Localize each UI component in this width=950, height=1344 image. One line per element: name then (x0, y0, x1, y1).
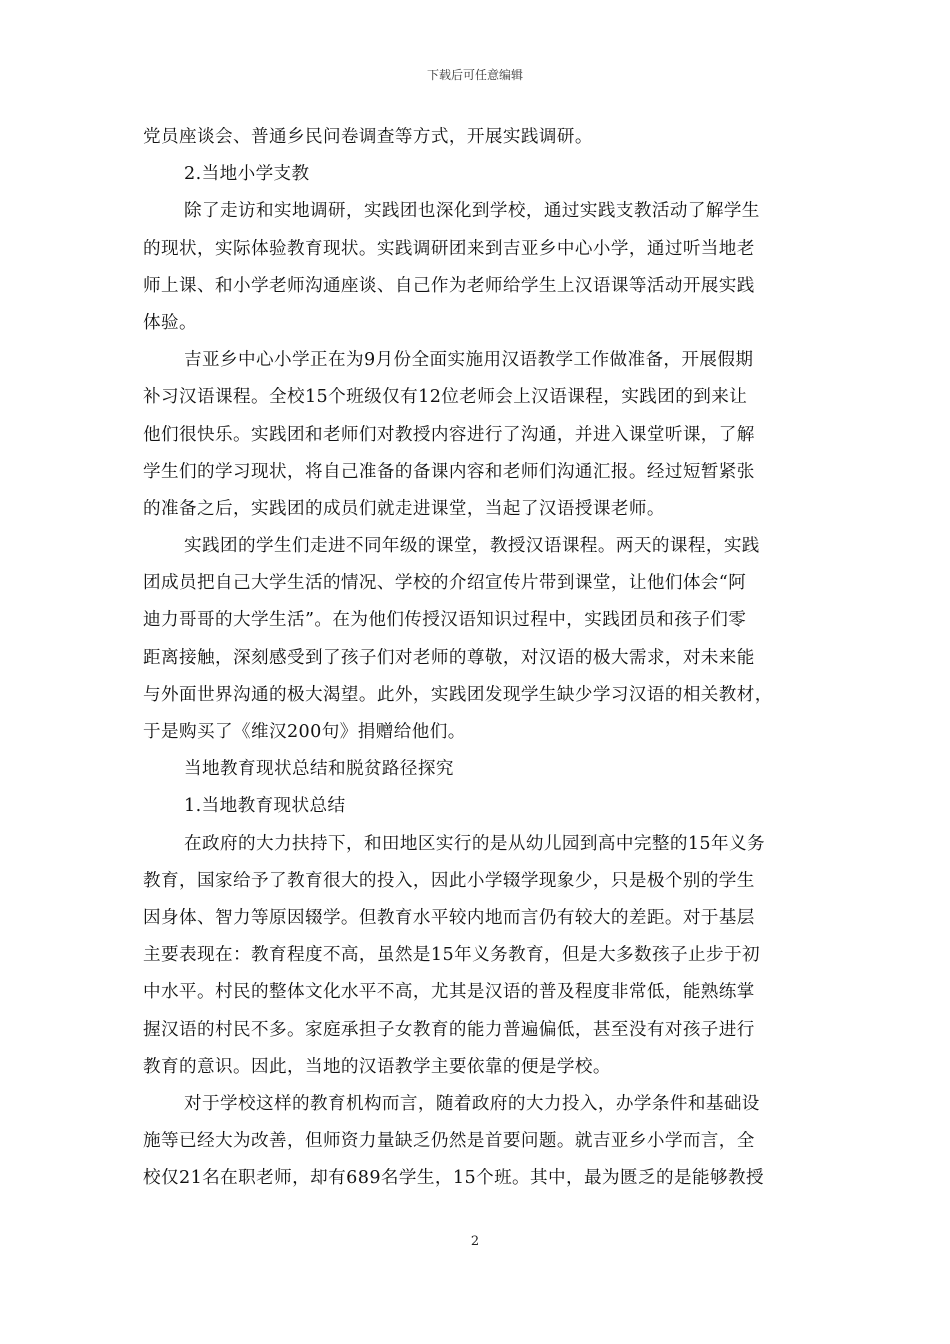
section-heading: 2.当地小学支教 (184, 164, 310, 185)
body-line: 握汉语的村民不多。家庭承担子女教育的能力普遍偏低，甚至没有对孩子进行 (143, 1019, 755, 1040)
body-line: 在政府的大力扶持下，和田地区实行的是从幼儿园到高中完整的15年义务 (184, 833, 765, 854)
body-line: 党员座谈会、普通乡民问卷调查等方式，开展实践调研。 (143, 127, 593, 147)
body-line: 除了走访和实地调研，实践团也深化到学校，通过实践支教活动了解学生 (184, 201, 760, 222)
body-line: 施等已经大为改善，但师资力量缺乏仍然是首要问题。就吉亚乡小学而言，全 (143, 1131, 755, 1152)
body-line: 实践团的学生们走进不同年级的课堂，教授汉语课程。两天的课程，实践 (184, 536, 760, 557)
body-line: 补习汉语课程。全校15个班级仅有12位老师会上汉语课程，实践团的到来让 (143, 387, 748, 408)
section-heading: 1.当地教育现状总结 (184, 796, 346, 817)
section-heading: 当地教育现状总结和脱贫路径探究 (184, 759, 454, 780)
body-line: 与外面世界沟通的极大渴望。此外，实践团发现学生缺少学习汉语的相关教材， (143, 684, 773, 705)
body-line: 师上课、和小学老师沟通座谈、自己作为老师给学生上汉语课等活动开展实践 (143, 275, 755, 296)
body-line: 教育的意识。因此，当地的汉语教学主要依靠的便是学校。 (143, 1056, 611, 1077)
body-line: 于是购买了《维汉200句》捐赠给他们。 (143, 722, 466, 742)
body-line: 的准备之后，实践团的成员们就走进课堂，当起了汉语授课老师。 (143, 498, 665, 519)
body-line: 因身体、智力等原因辍学。但教育水平较内地而言仍有较大的差距。对于基层 (143, 907, 755, 928)
body-line: 吉亚乡中心小学正在为9月份全面实施用汉语教学工作做准备，开展假期 (184, 350, 754, 371)
body-line: 中水平。村民的整体文化水平不高，尤其是汉语的普及程度非常低，能熟练掌 (143, 982, 755, 1003)
body-line: 主要表现在：教育程度不高，虽然是15年义务教育，但是大多数孩子止步于初 (143, 945, 760, 966)
body-line: 体验。 (143, 312, 197, 333)
document-body (143, 119, 815, 1197)
body-line: 校仅21名在职老师，却有689名学生，15个班。其中，最为匮乏的是能够教授 (143, 1168, 764, 1189)
body-line: 他们很快乐。实践团和老师们对教授内容进行了沟通，并进入课堂听课，了解 (143, 424, 755, 445)
body-line: 距离接触，深刻感受到了孩子们对老师的尊敬，对汉语的极大需求，对未来能 (143, 647, 755, 668)
page-header: 下载后可任意编辑 (426, 68, 523, 82)
body-line: 团成员把自己大学生活的情况、学校的介绍宣传片带到课堂，让他们体会“阿 (143, 573, 747, 594)
body-line: 学生们的学习现状，将自己准备的备课内容和老师们沟通汇报。经过短暂紧张 (143, 461, 755, 482)
body-line: 的现状，实际体验教育现状。实践调研团来到吉亚乡中心小学，通过听当地老 (143, 238, 755, 259)
body-line: 对于学校这样的教育机构而言，随着政府的大力投入，办学条件和基础设 (184, 1093, 760, 1114)
body-line: 教育，国家给予了教育很大的投入，因此小学辍学现象少，只是极个别的学生 (143, 870, 755, 891)
body-line: 迪力哥哥的大学生活”。在为他们传授汉语知识过程中，实践团员和孩子们零 (143, 610, 747, 631)
page-number: 2 (470, 1234, 480, 1249)
